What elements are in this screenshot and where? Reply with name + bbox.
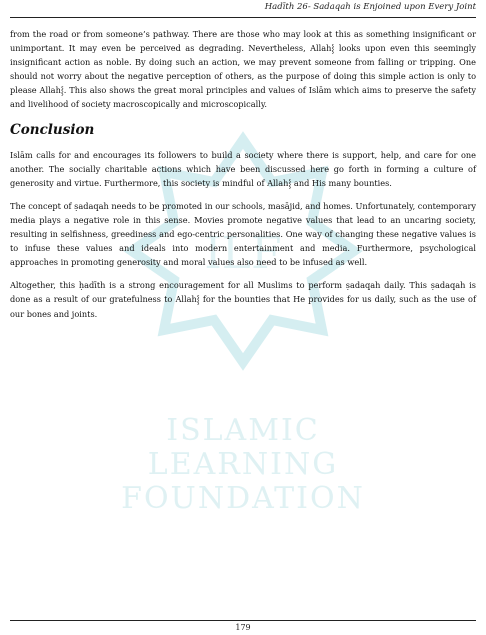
running-title: Hadīth 26- Sadaqah is Enjoined upon Every Joint — [264, 2, 476, 12]
paragraph-3: The concept of ṣadaqah needs to be promoted in our schools, masājid, and homes. Unfortunately, contemporary media plays a negative role in this sense. Movies promote negative values that lead to an uncaring society, resulting in selfishness, greediness and ego-centric personalities. One way of changing these negative values is to infuse these values and ideals into modern entertainment and media. Furthermore, psychological approaches in promoting generosity and moral values also need to be infused as well. — [10, 200, 476, 268]
page-body — [10, 27, 476, 330]
watermark-line-2: LEARNING — [147, 447, 339, 482]
watermark-line-3: FOUNDATION — [121, 481, 365, 516]
watermark-monogram: ILF — [204, 228, 282, 279]
paragraph-4: Altogether, this ḥadīth is a strong encouragement for all Muslims to perform ṣadaqah daily. This ṣadaqah is done as a result of our gratefulness to Allah⸾ for the bounties that He provides for us daily, such as the use of our bones and joints. — [10, 280, 476, 319]
page-number: 179 — [235, 623, 251, 632]
page-footer — [10, 620, 476, 634]
running-header — [10, 0, 476, 18]
paragraph-1: from the road or from someone’s pathway. There are those who may look at this as something insignificant or unimportant. It may even be perceived as degrading. Nevertheless, Allah⸾ looks upon even this seemingly insignificant action as noble. By doing such an action, we may prevent someone from falling or tripping. One should not worry about the negative perception of others, as the purpose of doing this simple action is only to please Allah⸾. This also shows the great moral principles and values of Islām which aims to preserve the safety and livelihood of society macroscopically and microscopically. — [10, 29, 476, 110]
paragraph-2: Islām calls for and encourages its followers to build a society where there is support, help, and care for one another. The socially charitable actions which have been discussed here go forth in forming a culture of generosity and virtue. Furthermore, this society is mindful of Allah⸾ and His many bounties. — [10, 149, 476, 188]
section-heading: Conclusion — [10, 121, 95, 138]
watermark-line-1: ISLAMIC — [166, 413, 320, 448]
